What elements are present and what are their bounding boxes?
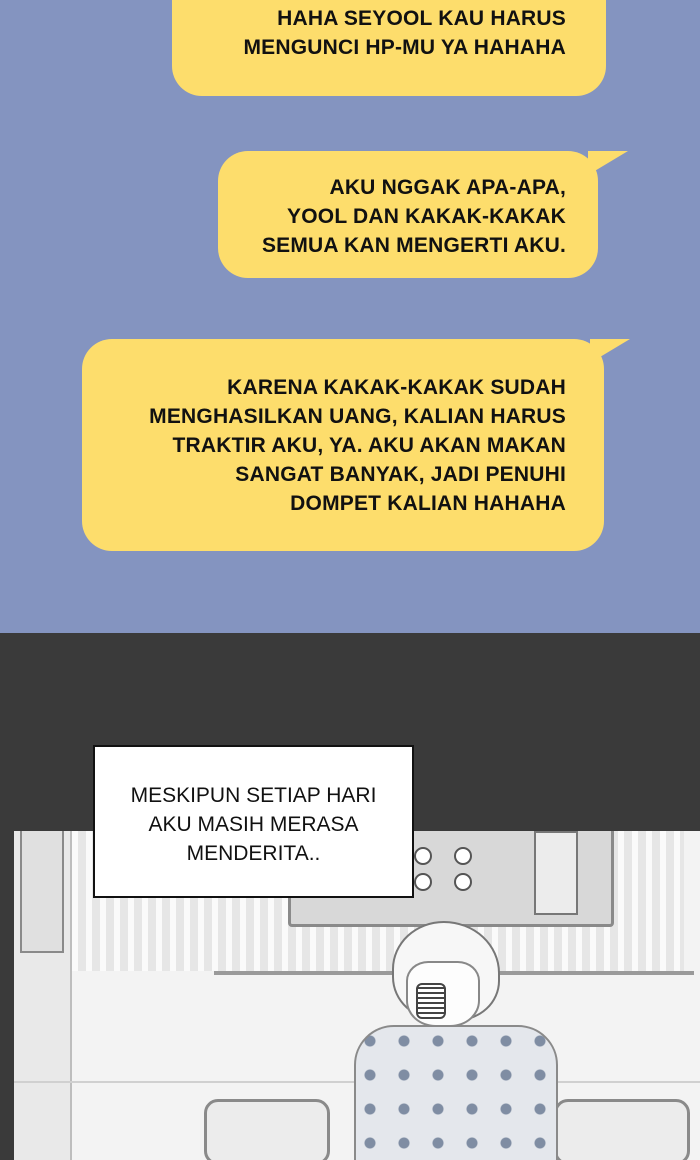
bubble-text-line: HAHA SEYOOL KAU HARUS (277, 7, 566, 30)
narration-line: MENDERITA.. (186, 842, 321, 865)
bubble-text-line: AKU NGGAK APA-APA, (329, 176, 566, 199)
face-brace (416, 983, 446, 1019)
bed-rail-right (554, 1099, 690, 1160)
outlet-icon (454, 847, 472, 865)
outlet-icon (414, 847, 432, 865)
wall-device (534, 831, 578, 915)
bubble-text-line: MENGHASILKAN UANG, KALIAN HARUS (149, 405, 566, 428)
chat-bubble-3 (82, 339, 604, 551)
bubble-text-line: SANGAT BANYAK, JADI PENUHI (235, 463, 566, 486)
wall-column (14, 831, 72, 1160)
hospital-gown (354, 1025, 558, 1160)
bubble-text-line: SEMUA KAN MENGERTI AKU. (261, 234, 566, 257)
narration-box (93, 745, 414, 898)
bubble-text-line: MENGUNCI HP-MU YA HAHAHA (243, 36, 566, 59)
patient-figure (344, 921, 564, 1160)
bubble-text-line: TRAKTIR AKU, YA. AKU AKAN MAKAN (172, 434, 566, 457)
narration-line: AKU MASIH MERASA (148, 813, 359, 836)
wall-outlets (414, 847, 486, 897)
chat-bubble-1 (172, 0, 606, 96)
bubble-text-line: KARENA KAKAK-KAKAK SUDAH (227, 376, 566, 399)
outlet-icon (454, 873, 472, 891)
bubble-text-line: DOMPET KALIAN HAHAHA (290, 492, 566, 515)
bed-rail-left (204, 1099, 330, 1160)
narration-line: MESKIPUN SETIAP HARI (130, 784, 377, 807)
bubble-text-line: YOOL DAN KAKAK-KAKAK (287, 205, 566, 228)
wall-bracket (20, 831, 64, 953)
chat-bubble-2 (218, 151, 598, 278)
bubble-tail (590, 339, 630, 363)
bubble-tail (588, 151, 628, 175)
outlet-icon (414, 873, 432, 891)
